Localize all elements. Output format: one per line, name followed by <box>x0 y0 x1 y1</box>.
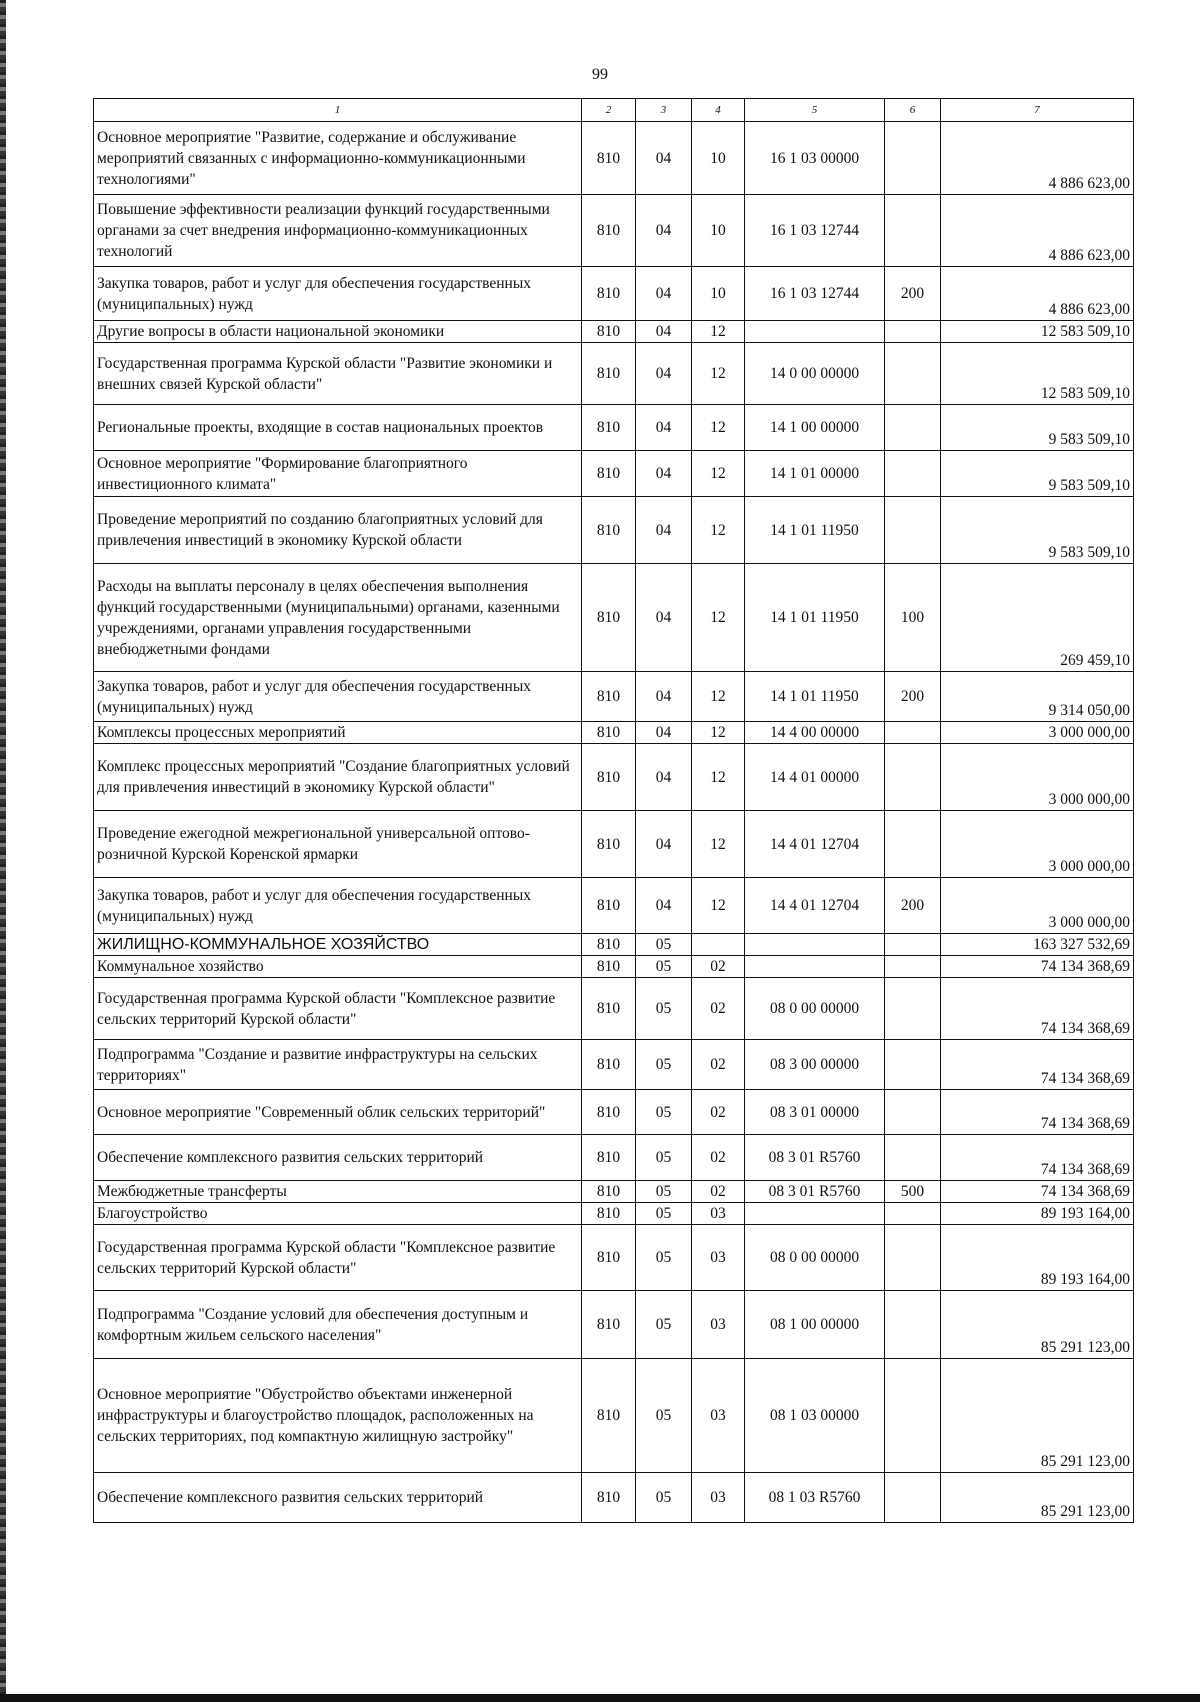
row-col-5: 08 1 03 R5760 <box>745 1473 885 1523</box>
row-col-6: 200 <box>885 267 941 321</box>
table-row <box>94 321 1134 343</box>
row-name: Подпрограмма "Создание условий для обеспечения доступным и комфортным жильем сельского населения" <box>94 1291 582 1359</box>
row-col-4: 03 <box>692 1225 745 1291</box>
row-amount: 12 583 509,10 <box>941 343 1134 405</box>
row-name: Основное мероприятие "Современный облик сельских территорий" <box>94 1090 582 1135</box>
row-col-5: 14 0 00 00000 <box>745 343 885 405</box>
row-name: Обеспечение комплексного развития сельских территорий <box>94 1135 582 1181</box>
row-col-4: 12 <box>692 451 745 497</box>
row-col-6 <box>885 744 941 811</box>
row-name: Проведение ежегодной межрегиональной универсальной оптово-розничной Курской Коренской ярмарки <box>94 811 582 878</box>
row-name: Основное мероприятие "Обустройство объектами инженерной инфраструктуры и благоустройство площадок, расположенных на сельских территориях, под компактную жилищную застройку" <box>94 1359 582 1473</box>
row-col-4: 02 <box>692 1181 745 1203</box>
row-col-2: 810 <box>582 1225 636 1291</box>
row-col-5 <box>745 321 885 343</box>
row-col-5: 16 1 03 00000 <box>745 122 885 195</box>
row-col-5: 14 1 01 00000 <box>745 451 885 497</box>
row-col-3: 04 <box>636 878 692 934</box>
table-row <box>94 722 1134 744</box>
row-col-5 <box>745 1203 885 1225</box>
row-col-3: 04 <box>636 722 692 744</box>
row-amount: 163 327 532,69 <box>941 934 1134 956</box>
row-col-6 <box>885 1135 941 1181</box>
row-col-6 <box>885 343 941 405</box>
row-col-3: 05 <box>636 1090 692 1135</box>
row-col-2: 810 <box>582 267 636 321</box>
row-col-6 <box>885 405 941 451</box>
row-col-2: 810 <box>582 321 636 343</box>
table-row <box>94 1359 1134 1473</box>
row-col-6 <box>885 722 941 744</box>
row-col-6: 500 <box>885 1181 941 1203</box>
row-col-4: 10 <box>692 267 745 321</box>
row-name: Другие вопросы в области национальной экономики <box>94 321 582 343</box>
row-amount: 9 583 509,10 <box>941 497 1134 564</box>
row-col-4: 02 <box>692 1090 745 1135</box>
page-number: 99 <box>592 66 608 83</box>
row-col-4: 12 <box>692 672 745 722</box>
row-amount: 74 134 368,69 <box>941 1135 1134 1181</box>
row-col-6: 200 <box>885 672 941 722</box>
row-amount: 3 000 000,00 <box>941 744 1134 811</box>
row-col-4: 12 <box>692 878 745 934</box>
row-col-5: 14 4 00 00000 <box>745 722 885 744</box>
row-amount: 9 314 050,00 <box>941 672 1134 722</box>
row-col-3: 05 <box>636 1203 692 1225</box>
row-col-6 <box>885 811 941 878</box>
row-col-4: 12 <box>692 405 745 451</box>
row-col-6 <box>885 1203 941 1225</box>
row-col-6 <box>885 1225 941 1291</box>
row-name: Закупка товаров, работ и услуг для обеспечения государственных (муниципальных) нужд <box>94 878 582 934</box>
row-name: Закупка товаров, работ и услуг для обеспечения государственных (муниципальных) нужд <box>94 672 582 722</box>
row-col-6 <box>885 1473 941 1523</box>
row-name: Подпрограмма "Создание и развитие инфраструктуры на сельских территориях" <box>94 1040 582 1090</box>
scan-edge-left <box>0 0 6 1702</box>
row-col-2: 810 <box>582 811 636 878</box>
row-col-4: 12 <box>692 497 745 564</box>
table-row <box>94 1291 1134 1359</box>
table-row <box>94 1225 1134 1291</box>
table-row <box>94 405 1134 451</box>
table-header-row <box>94 99 1134 122</box>
table-row <box>94 497 1134 564</box>
row-col-5: 14 1 00 00000 <box>745 405 885 451</box>
table-row <box>94 878 1134 934</box>
row-col-5: 08 3 00 00000 <box>745 1040 885 1090</box>
row-amount: 9 583 509,10 <box>941 405 1134 451</box>
header-col-2: 2 <box>582 99 636 122</box>
row-col-4: 12 <box>692 811 745 878</box>
row-amount: 3 000 000,00 <box>941 811 1134 878</box>
row-amount: 3 000 000,00 <box>941 878 1134 934</box>
table-row <box>94 672 1134 722</box>
row-col-3: 04 <box>636 811 692 878</box>
row-col-5: 14 4 01 12704 <box>745 878 885 934</box>
row-col-5: 08 3 01 00000 <box>745 1090 885 1135</box>
row-name: Повышение эффективности реализации функций государственными органами за счет внедрения информационно-коммуникационных технологий <box>94 195 582 267</box>
row-col-3: 05 <box>636 934 692 956</box>
row-name: Коммунальное хозяйство <box>94 956 582 978</box>
row-amount: 4 886 623,00 <box>941 122 1134 195</box>
row-name: Основное мероприятие "Формирование благоприятного инвестиционного климата" <box>94 451 582 497</box>
row-col-3: 05 <box>636 1135 692 1181</box>
row-col-4: 03 <box>692 1203 745 1225</box>
row-col-2: 810 <box>582 1135 636 1181</box>
row-col-2: 810 <box>582 672 636 722</box>
row-col-5 <box>745 956 885 978</box>
row-col-3: 05 <box>636 1225 692 1291</box>
row-name: Основное мероприятие "Развитие, содержание и обслуживание мероприятий связанных с информационно-коммуникационными технологиями" <box>94 122 582 195</box>
row-amount: 89 193 164,00 <box>941 1203 1134 1225</box>
row-col-4: 03 <box>692 1359 745 1473</box>
row-name: Государственная программа Курской области "Комплексное развитие сельских территорий Курской области" <box>94 978 582 1040</box>
row-name: Комплекс процессных мероприятий "Создание благоприятных условий для привлечения инвестиций в экономику Курской области" <box>94 744 582 811</box>
row-col-2: 810 <box>582 343 636 405</box>
row-col-3: 04 <box>636 672 692 722</box>
row-col-5: 08 1 03 00000 <box>745 1359 885 1473</box>
row-col-6 <box>885 321 941 343</box>
table-row <box>94 1203 1134 1225</box>
row-name: Региональные проекты, входящие в состав национальных проектов <box>94 405 582 451</box>
row-col-5: 14 1 01 11950 <box>745 564 885 672</box>
row-col-2: 810 <box>582 1359 636 1473</box>
row-col-3: 05 <box>636 956 692 978</box>
row-col-4: 12 <box>692 564 745 672</box>
table-row <box>94 956 1134 978</box>
row-col-6: 200 <box>885 878 941 934</box>
row-col-3: 05 <box>636 1040 692 1090</box>
row-col-2: 810 <box>582 564 636 672</box>
header-col-7: 7 <box>941 99 1134 122</box>
table-row <box>94 343 1134 405</box>
row-name: Закупка товаров, работ и услуг для обеспечения государственных (муниципальных) нужд <box>94 267 582 321</box>
row-col-4: 03 <box>692 1291 745 1359</box>
table-row <box>94 267 1134 321</box>
row-col-6 <box>885 1090 941 1135</box>
row-col-3: 04 <box>636 122 692 195</box>
row-col-5: 08 1 00 00000 <box>745 1291 885 1359</box>
row-col-5: 14 1 01 11950 <box>745 672 885 722</box>
row-col-5: 08 3 01 R5760 <box>745 1181 885 1203</box>
row-amount: 85 291 123,00 <box>941 1359 1134 1473</box>
row-col-3: 05 <box>636 1181 692 1203</box>
row-col-2: 810 <box>582 934 636 956</box>
row-col-5: 08 0 00 00000 <box>745 1225 885 1291</box>
row-col-6 <box>885 497 941 564</box>
row-col-4: 12 <box>692 343 745 405</box>
scan-edge-bottom <box>0 1694 1200 1702</box>
row-col-2: 810 <box>582 878 636 934</box>
row-col-2: 810 <box>582 744 636 811</box>
row-col-2: 810 <box>582 195 636 267</box>
row-col-6 <box>885 934 941 956</box>
row-col-3: 04 <box>636 321 692 343</box>
row-col-5: 08 3 01 R5760 <box>745 1135 885 1181</box>
table-row <box>94 978 1134 1040</box>
row-col-2: 810 <box>582 978 636 1040</box>
table-row <box>94 1181 1134 1203</box>
row-amount: 85 291 123,00 <box>941 1473 1134 1523</box>
row-amount: 74 134 368,69 <box>941 956 1134 978</box>
row-name: Благоустройство <box>94 1203 582 1225</box>
row-col-2: 810 <box>582 1181 636 1203</box>
row-col-3: 04 <box>636 564 692 672</box>
row-col-6 <box>885 1359 941 1473</box>
header-col-3: 3 <box>636 99 692 122</box>
row-col-5: 14 4 01 12704 <box>745 811 885 878</box>
row-name: Проведение мероприятий по созданию благоприятных условий для привлечения инвестиций в экономику Курской области <box>94 497 582 564</box>
table-row <box>94 934 1134 956</box>
row-col-4: 12 <box>692 722 745 744</box>
row-col-2: 810 <box>582 1473 636 1523</box>
row-col-4: 10 <box>692 195 745 267</box>
row-col-3: 04 <box>636 497 692 564</box>
header-col-4: 4 <box>692 99 745 122</box>
row-col-3: 04 <box>636 744 692 811</box>
table-row <box>94 744 1134 811</box>
row-col-4: 10 <box>692 122 745 195</box>
row-amount: 89 193 164,00 <box>941 1225 1134 1291</box>
row-amount: 4 886 623,00 <box>941 195 1134 267</box>
row-col-2: 810 <box>582 1090 636 1135</box>
row-col-4: 02 <box>692 1135 745 1181</box>
row-col-2: 810 <box>582 497 636 564</box>
row-col-2: 810 <box>582 122 636 195</box>
row-col-3: 05 <box>636 978 692 1040</box>
row-col-3: 04 <box>636 195 692 267</box>
table-row <box>94 195 1134 267</box>
row-amount: 4 886 623,00 <box>941 267 1134 321</box>
row-col-2: 810 <box>582 451 636 497</box>
row-name: Межбюджетные трансферты <box>94 1181 582 1203</box>
row-col-3: 04 <box>636 405 692 451</box>
row-col-2: 810 <box>582 1291 636 1359</box>
table-row <box>94 451 1134 497</box>
row-col-4 <box>692 934 745 956</box>
row-col-6 <box>885 978 941 1040</box>
row-col-4: 02 <box>692 956 745 978</box>
table-row <box>94 1473 1134 1523</box>
table-row <box>94 1090 1134 1135</box>
row-col-6 <box>885 122 941 195</box>
row-amount: 269 459,10 <box>941 564 1134 672</box>
row-col-5 <box>745 934 885 956</box>
row-col-5: 16 1 03 12744 <box>745 195 885 267</box>
row-col-3: 05 <box>636 1359 692 1473</box>
row-name: Государственная программа Курской области "Развитие экономики и внешних связей Курской области" <box>94 343 582 405</box>
row-col-5: 14 4 01 00000 <box>745 744 885 811</box>
table-row <box>94 1040 1134 1090</box>
row-name: Государственная программа Курской области "Комплексное развитие сельских территорий Курской области" <box>94 1225 582 1291</box>
row-col-4: 02 <box>692 978 745 1040</box>
table-row <box>94 1135 1134 1181</box>
header-col-5: 5 <box>745 99 885 122</box>
row-amount: 85 291 123,00 <box>941 1291 1134 1359</box>
row-amount: 74 134 368,69 <box>941 1040 1134 1090</box>
row-name: Расходы на выплаты персоналу в целях обеспечения выполнения функций государственными (муниципальными) органами, казенными учреждениями, органами управления государственными внебюджетными фондами <box>94 564 582 672</box>
row-col-2: 810 <box>582 405 636 451</box>
row-col-6 <box>885 956 941 978</box>
budget-table <box>93 98 1134 1523</box>
table-row <box>94 564 1134 672</box>
row-col-4: 12 <box>692 321 745 343</box>
row-col-2: 810 <box>582 1203 636 1225</box>
row-col-5: 14 1 01 11950 <box>745 497 885 564</box>
row-amount: 74 134 368,69 <box>941 1181 1134 1203</box>
row-name: Обеспечение комплексного развития сельских территорий <box>94 1473 582 1523</box>
row-col-5: 16 1 03 12744 <box>745 267 885 321</box>
row-col-2: 810 <box>582 722 636 744</box>
table-row <box>94 122 1134 195</box>
row-amount: 9 583 509,10 <box>941 451 1134 497</box>
row-name: Комплексы процессных мероприятий <box>94 722 582 744</box>
row-amount: 12 583 509,10 <box>941 321 1134 343</box>
row-col-2: 810 <box>582 956 636 978</box>
row-col-2: 810 <box>582 1040 636 1090</box>
row-col-6 <box>885 451 941 497</box>
row-col-4: 02 <box>692 1040 745 1090</box>
row-col-3: 04 <box>636 451 692 497</box>
row-amount: 74 134 368,69 <box>941 978 1134 1040</box>
header-col-6: 6 <box>885 99 941 122</box>
row-col-4: 03 <box>692 1473 745 1523</box>
row-col-3: 05 <box>636 1291 692 1359</box>
header-col-1: 1 <box>94 99 582 122</box>
row-col-3: 04 <box>636 343 692 405</box>
row-col-4: 12 <box>692 744 745 811</box>
row-amount: 3 000 000,00 <box>941 722 1134 744</box>
row-col-6 <box>885 195 941 267</box>
row-col-6 <box>885 1291 941 1359</box>
row-col-3: 04 <box>636 267 692 321</box>
row-col-5: 08 0 00 00000 <box>745 978 885 1040</box>
row-amount: 74 134 368,69 <box>941 1090 1134 1135</box>
row-col-6: 100 <box>885 564 941 672</box>
row-col-6 <box>885 1040 941 1090</box>
row-name: ЖИЛИЩНО-КОММУНАЛЬНОЕ ХОЗЯЙСТВО <box>94 934 582 956</box>
row-col-3: 05 <box>636 1473 692 1523</box>
table-row <box>94 811 1134 878</box>
